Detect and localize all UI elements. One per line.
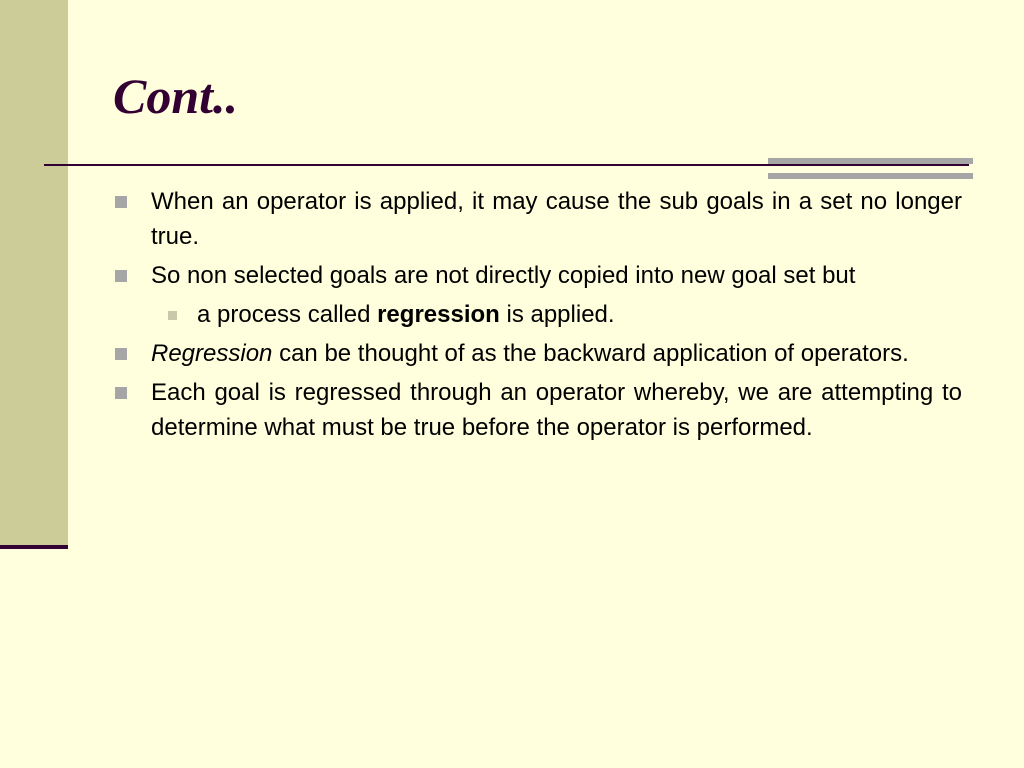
left-band-underline — [0, 545, 68, 549]
bullet-item-3 — [113, 336, 962, 371]
left-decorative-band — [0, 0, 68, 545]
bullet-italic-term: Regression — [151, 340, 273, 367]
bullet-list — [113, 184, 962, 449]
bullet-text: When an operator is applied, it may cause the sub goals in a set no longer true. — [151, 188, 962, 250]
square-bullet-icon — [115, 387, 127, 399]
square-bullet-icon — [115, 270, 127, 282]
sub-bullet-item — [113, 297, 962, 332]
bullet-text: So non selected goals are not directly copied into new goal set but — [151, 262, 856, 289]
square-bullet-icon — [115, 348, 127, 360]
bullet-bold-term: regression — [377, 301, 500, 328]
bullet-text: Each goal is regressed through an operator whereby, we are attempting to determine what must be true before the operator is performed. — [151, 379, 962, 441]
bullet-text-suffix: can be thought of as the backward application of operators. — [272, 340, 909, 367]
bullet-text-prefix: a process called — [197, 301, 378, 328]
square-bullet-icon — [115, 196, 127, 208]
accent-bar-bottom — [768, 173, 973, 179]
accent-bar-top — [768, 158, 973, 164]
slide-title: Cont.. — [113, 68, 239, 124]
bullet-item-1 — [113, 184, 962, 254]
bullet-item-2 — [113, 258, 962, 293]
bullet-text-suffix: is applied. — [499, 301, 615, 328]
title-divider-line — [44, 164, 969, 166]
square-bullet-icon — [168, 311, 177, 320]
bullet-item-4 — [113, 375, 962, 445]
